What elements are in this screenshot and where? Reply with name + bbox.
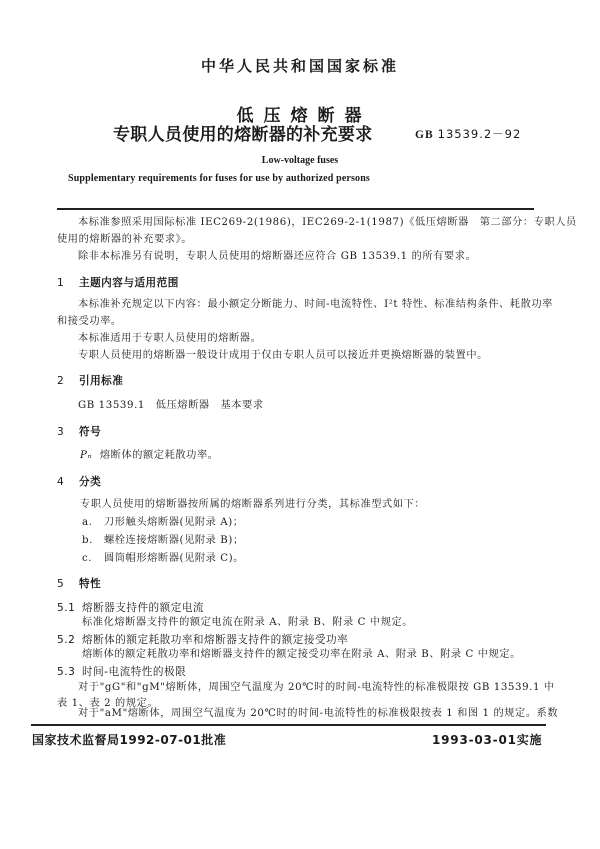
referenced-standard: GB 13539.1 低压熔断器 基本要求	[78, 400, 264, 411]
section-4-heading: 4 分类	[57, 476, 102, 488]
standard-prefix: GB	[415, 129, 434, 141]
section-5-1-heading: 5.1 熔断器支持件的额定电流	[57, 602, 205, 614]
header-divider	[57, 208, 534, 210]
preamble-para1-line1: 本标准参照采用国际标准 IEC269-2(1986)，IEC269-2-1(1987)《低压熔断器 第二部分：专职人员	[78, 217, 577, 228]
section-5-3-para: 表 1、表 2 的规定。	[57, 698, 159, 709]
preamble-para1-line2: 使用的熔断器的补充要求》。	[57, 234, 193, 245]
section-2-heading: 2 引用标准	[57, 375, 124, 387]
section-5-3-para: 对于"gG"和"gM"熔断体，周围空气温度为 20℃时的时间-电流特性的标准极限按 GB 13539.1 中	[78, 682, 555, 693]
section-1-para: 本标准补充规定以下内容：最小额定分断能力、时间-电流特性、I²t 特性、标准结构条件、耗散功率	[78, 299, 553, 310]
section-5-3-heading: 5.3 时间-电流特性的极限	[57, 666, 187, 678]
list-item: a. 刀形触头熔断器(见附录 A)；	[82, 517, 244, 528]
footer-divider	[31, 724, 546, 726]
symbol-definition: Pₙ 熔断体的额定耗散功率。	[80, 450, 219, 461]
section-1-heading: 1 主题内容与适用范围	[57, 277, 179, 289]
title-en-sub: Supplementary requirements for fuses for use by authorized persons	[68, 173, 370, 184]
standard-number: 13539.2－92	[437, 127, 522, 141]
section-4-para: 专职人员使用的熔断器按所属的熔断器系列进行分类，其标准型式如下：	[80, 499, 426, 510]
section-3-heading: 3 符号	[57, 426, 102, 438]
section-5-2-para: 熔断体的额定耗散功率和熔断器支持件的额定接受功率在附录 A、附录 B、附录 C 中规定。	[82, 649, 521, 660]
approval-date: 国家技术监督局1992-07-01批准	[32, 733, 227, 747]
section-5-heading: 5 特性	[57, 578, 102, 590]
title-en-main: Low-voltage fuses	[261, 155, 339, 166]
section-1-para: 本标准适用于专职人员使用的熔断器。	[78, 333, 262, 344]
title-cn-main: 低压熔断器	[236, 106, 372, 126]
list-item: c. 圆筒帽形熔断器(见附录 C)。	[82, 553, 245, 564]
effective-date: 1993-03-01实施	[432, 733, 543, 747]
standard-code	[415, 126, 521, 142]
national-standard-label: 中华人民共和国国家标准	[200, 57, 399, 75]
preamble-para2: 除非本标准另有说明，专职人员使用的熔断器还应符合 GB 13539.1 的所有要求。	[78, 251, 477, 262]
section-5-2-heading: 5.2 熔断体的额定耗散功率和熔断器支持件的额定接受功率	[57, 634, 349, 646]
title-cn-sub: 专职人员使用的熔断器的补充要求	[113, 125, 373, 145]
list-item: b. 螺栓连接熔断器(见附录 B)；	[82, 535, 244, 546]
section-5-1-para: 标准化熔断器支持件的额定电流在附录 A、附录 B、附录 C 中规定。	[82, 617, 414, 628]
section-5-3-para: 对于"aM"熔断体，周围空气温度为 20℃时的时间-电流特性的标准极限按表 1 和图 1 的规定。系数	[78, 708, 559, 719]
symbol-pn: Pₙ	[80, 450, 93, 461]
section-1-para: 专职人员使用的熔断器一般设计成用于仅由专职人员可以接近并更换熔断器的装置中。	[78, 350, 488, 361]
section-1-para: 和接受功率。	[57, 316, 122, 327]
